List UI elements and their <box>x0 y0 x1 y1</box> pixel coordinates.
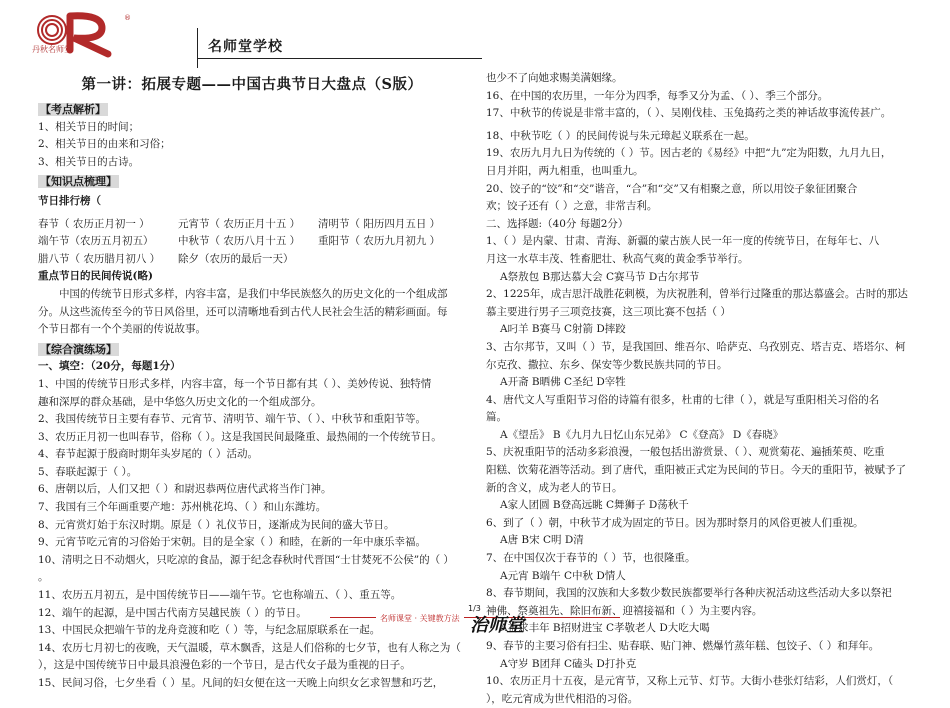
ranking-title: 节日排行榜（ <box>38 194 101 207</box>
choice-question-7 <box>486 550 918 585</box>
question-line: 5、庆祝重阳节的活动多彩浪漫，一般包括出游赏景、（ ）、观赏菊花、遍插茱萸、吃重 <box>486 446 885 459</box>
right-column <box>486 70 918 708</box>
footer-slogan: 名师课堂 · 关键教方法 <box>376 613 464 624</box>
fill-line: 也少不了向她求赐美满姻缘。 <box>486 72 623 84</box>
festival-cell: 腊八节（ 农历腊月初八 ） <box>38 252 161 265</box>
legend-title: 重点节日的民间传说(略) <box>38 270 153 283</box>
school-name: 名师堂学校 <box>208 39 283 55</box>
question-line: 尔克孜、撒拉、东乡、保安等少数民族共同的节日。 <box>486 358 728 371</box>
fill-line: 13、中国民众把端午节的龙舟竞渡和吃（ ）等，与纪念屈原联系在一起。 <box>38 624 381 637</box>
header-underline <box>197 58 482 59</box>
question-options: A家人团圆 B登高远眺 C舞狮子 D荡秋千 <box>500 499 689 512</box>
question-line: 2、1225年，成吉思汗战胜花剌模，为庆祝胜利，曾举行过隆重的那达慕盛会。古时的那达 <box>486 288 908 301</box>
section-practice <box>38 341 466 359</box>
choice-question-9 <box>486 638 918 673</box>
fill-line: 19、农历九月九日为传统的（ ）节。因古老的《易经》中把“九”定为阳数，九月九日， <box>486 147 892 160</box>
fill-line: 9、元宵节吃元宵的习俗始于宋朝。目的是全家（ ）和睦，在新的一年中康乐幸福。 <box>38 536 427 549</box>
fill-title: 一、填空：（20分，每题1分） <box>38 360 181 373</box>
svg-text:®: ® <box>124 14 131 22</box>
fill-line: 15、民间习俗，七夕坐看（ ）星。凡间的妇女便在这一天晚上向织女乞求智慧和巧艺， <box>38 677 444 689</box>
festival-row <box>38 233 466 251</box>
festival-cell: 春节（ 农历正月初一 ） <box>38 217 150 230</box>
section-knowledge <box>38 173 466 191</box>
section-analysis-label: 【考点解析】 <box>40 103 106 116</box>
fill-line: 18、中秋节吃（ ）的民间传说与朱元璋起义联系在一起。 <box>486 129 755 142</box>
fill-line: 12、端午的起源，是中国古代南方吴越民族（ ）的节日。 <box>38 606 307 619</box>
question-line: 阳糕、饮菊花酒等活动。到了唐代，重阳被正式定为民间的节日。今天的重阳节，被赋予了 <box>486 464 906 477</box>
intro-line: 分。从这些流传至今的节日风俗里，还可以清晰地看到古代人民社会生活的精彩画面。每 <box>38 305 448 318</box>
question-line: 7、在中国仅次于春节的（ ）节，也很隆重。 <box>486 552 696 565</box>
question-line: 1、（ ）是内蒙、甘肃、青海、新疆的蒙古族人民一年一度的传统节日，在每年七、八 <box>486 235 880 248</box>
question-options: A元宵 B端午 C中秋 D情人 <box>500 569 626 582</box>
left-column <box>38 70 466 693</box>
question-line: 6、到了（ ）朝，中秋节才成为固定的节日。因为那时祭月的风俗更被人们重视。 <box>486 516 864 529</box>
intro-line: 个节日都有一个个美丽的传说故事。 <box>38 323 206 336</box>
fill-line: 欢；饺子还有（ ）之意，非常吉利。 <box>486 200 658 213</box>
festival-row <box>38 216 466 234</box>
question-line: 神佛、祭奠祖先、除旧布新、迎禧接福和（ ）为主要内容。 <box>486 604 763 617</box>
choice-question-3 <box>486 339 918 392</box>
festival-cell: 端午节（农历五月初五） <box>38 235 154 248</box>
fill-line: 2、我国传统节日主要有春节、元宵节、清明节、端午节、（ ）、中秋节和重阳节等。 <box>38 413 427 426</box>
question-line: 慕主要进行男子三项竞技赛，这三项比赛不包括（ ） <box>486 305 731 318</box>
festival-cell: 除夕（农历的最后一天） <box>178 252 294 265</box>
choice-question-6 <box>486 515 918 550</box>
fill-line: 10、清明之日不动烟火，只吃凉的食品，源于纪念春秋时代晋国“士甘焚死不公侯”的（ ） <box>38 553 454 566</box>
analysis-item: 2、相关节日的由来和习俗； <box>38 138 171 151</box>
question-options: A叼羊 B赛马 C射箭 D摔跤 <box>500 323 626 336</box>
fill-line: 4、春节起源于殷商时期年头岁尾的（ ）活动。 <box>38 448 259 461</box>
analysis-item: 3、相关节日的古诗。 <box>38 155 140 168</box>
question-options: A守岁 B团拜 C磕头 D打扑克 <box>500 657 637 670</box>
question-line: 新的含义，成为老人的节日。 <box>486 481 623 494</box>
choice-question-10 <box>486 673 918 708</box>
fill-line: 趣和深厚的群众基础，是中华悠久历史文化的一个组成部分。 <box>38 395 322 408</box>
section-practice-label: 【综合演练场】 <box>40 342 117 356</box>
question-options: A《望岳》 B《九月九日忆山东兄弟》 C《登高》 D《春晓》 <box>500 428 784 441</box>
fill-line: ），这是中国传统节日中最具浪漫色彩的一个节日，是古代女子最为重视的日子。 <box>38 659 411 672</box>
question-options: A唐 B宋 C明 D清 <box>500 534 584 547</box>
fill-line: 日月并阳，两九相重，也叫重九。 <box>486 164 644 177</box>
fill-line: 14、农历七月初七的夜晚，天气温暖，草木飘香，这是人们俗称的七夕节，也有人称之为（ <box>38 641 461 654</box>
fill-line: 17、中秋节的传说是非常丰富的，（ ）、吴刚伐桂、玉兔捣药之类的神话故事流传甚广。 <box>486 107 892 120</box>
fill-line: 16、在中国的农历里，一年分为四季，每季又分为孟、（ ）、季三个部分。 <box>486 89 829 102</box>
fill-line: 20、饺子的“饺”和“交”谐音，“合”和“交”又有相聚之意，所以用饺子象征团聚合 <box>486 182 858 195</box>
page-number: 1/3 <box>468 604 481 613</box>
question-line: 篇。 <box>486 411 507 424</box>
brand-logo: 治师堂 <box>470 615 524 636</box>
fill-line: 11、农历五月初五，是中国传统节日——端午节。它也称端五、（ ）、重五等。 <box>38 589 402 602</box>
question-line: 月这一水草丰茂、牲畜肥壮、秋高气爽的黄金季节举行。 <box>486 252 749 265</box>
section-analysis <box>38 101 466 119</box>
festival-row <box>38 251 466 269</box>
festival-cell: 元宵节（ 农历正月十五 ） <box>178 217 301 230</box>
question-line: 3、古尔邦节，又叫（ ）节，是我国回、维吾尔、哈萨克、乌孜别克、塔吉克、塔塔尔、柯 <box>486 340 906 353</box>
section-knowledge-label: 【知识点梳理】 <box>40 175 117 189</box>
fill-line: 1、中国的传统节日形式多样，内容丰富，每一个节日都有其（ ）、美妙传说、独特情 <box>38 377 432 390</box>
festival-cell: 清明节（ 阳历四月五日 ） <box>318 217 441 230</box>
choice-question-4 <box>486 392 918 445</box>
question-options: A祭敖包 B那达慕大会 C赛马节 D古尔邦节 <box>500 270 700 283</box>
question-line: 4、唐代文人写重阳节习俗的诗篇有很多，杜甫的七律（ ），就是写重阳相关习俗的名 <box>486 393 880 406</box>
festival-cell: 中秋节（ 农历八月十五 ） <box>178 235 301 248</box>
choice-title: 二、选择题:（40分 每题2分） <box>486 217 629 230</box>
fill-line: 5、春联起源于（ ）。 <box>38 465 138 478</box>
header-divider <box>197 28 198 68</box>
festival-cell: 重阳节（ 农历九月初九 ） <box>318 235 441 248</box>
choice-question-1 <box>486 233 918 286</box>
question-line: ），吃元宵成为世代相沿的习俗。 <box>486 692 639 705</box>
question-options: A祈求丰年 B招财进宝 C孝敬老人 D大吃大喝 <box>500 622 710 635</box>
logo-text: 丹秋名师堂 <box>32 45 72 54</box>
fill-line: 3、农历正月初一也叫春节，俗称（ ）。这是我国民间最隆重、最热闹的一个传统节日。 <box>38 430 442 443</box>
fill-line: 8、元宵赏灯始于东汉时期。原是（ ）礼仪节日，逐渐成为民间的盛大节日。 <box>38 518 395 531</box>
analysis-item: 1、相关节日的时间； <box>38 120 140 133</box>
lesson-title: 第一讲：拓展专题——中国古典节日大盘点（S版） <box>81 76 423 93</box>
question-options: A开斋 B晒佛 C圣纪 D宰牲 <box>500 376 626 389</box>
question-line: 10、农历正月十五夜，是元宵节，又称上元节、灯节。大街小巷张灯结彩，人们赏灯，（ <box>486 675 894 688</box>
fill-line: 。 <box>38 571 49 584</box>
choice-question-2 <box>486 286 918 339</box>
fill-line: 7、我国有三个年画重要产地：苏州桃花坞、（ ）和山东潍坊。 <box>38 501 327 514</box>
choice-question-8 <box>486 585 918 638</box>
intro-line: 中国的传统节日形式多样，内容丰富，是我们中华民族悠久的历史文化的一个组成部 <box>59 287 448 300</box>
fill-line: 6、唐朝以后，人们又把（ ）和尉迟恭两位唐代武将当作门神。 <box>38 483 332 496</box>
question-line: 8、春节期间，我国的汉族和大多数少数民族都要举行各种庆祝活动这些活动大多以祭祀 <box>486 587 892 600</box>
question-line: 9、春节的主要习俗有扫尘、贴春联、贴门神、燃爆竹蒸年糕、包饺子、（ ）和拜年。 <box>486 640 880 652</box>
festival-cell <box>318 251 458 269</box>
choice-question-5 <box>486 444 918 514</box>
school-logo <box>30 10 160 62</box>
